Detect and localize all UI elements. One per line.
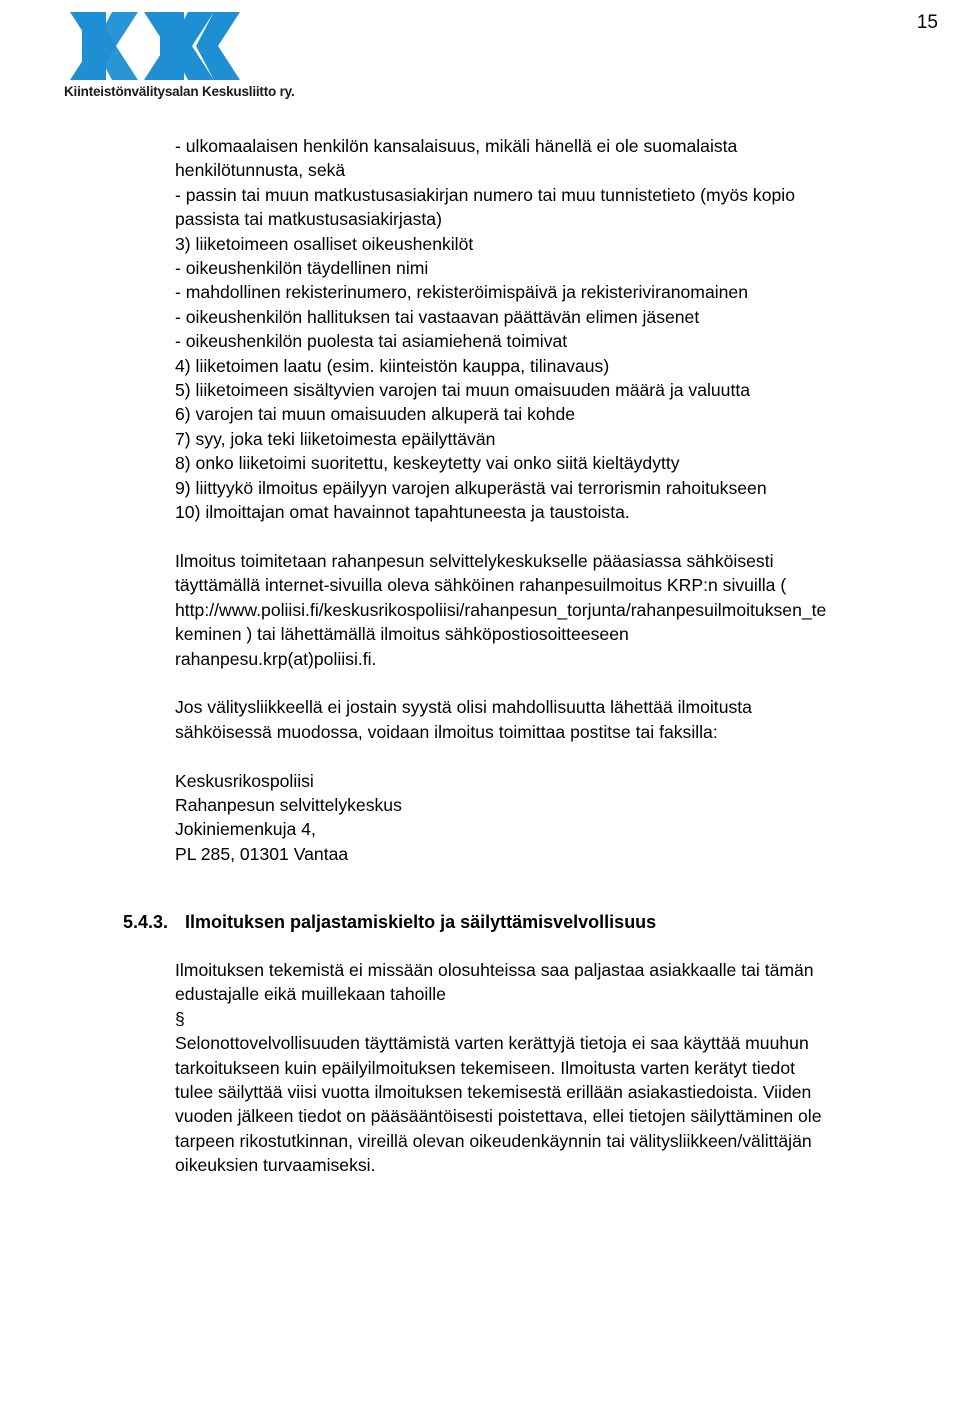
address-line: PL 285, 01301 Vantaa bbox=[175, 843, 349, 864]
prohibition-paragraph bbox=[175, 958, 960, 1007]
document-body bbox=[175, 134, 960, 866]
list-line: - oikeushenkilön puolesta tai asiamiehenä toimivat bbox=[175, 331, 568, 352]
list-line: 3) liiketoimeen osalliset oikeushenkilöt bbox=[175, 233, 474, 254]
list-line: 9) liittyykö ilmoitus epäilyyn varojen alkuperästä vai terrorismin rahoitukseen bbox=[175, 477, 767, 498]
section-heading bbox=[123, 912, 656, 933]
list-line: - oikeushenkilön hallituksen tai vastaavan päättävän elimen jäsenet bbox=[175, 306, 700, 327]
section-number: 5.4.3. bbox=[123, 912, 169, 932]
list-line: - passin tai muun matkustusasiakirjan numero tai muu tunnistetieto (myös kopio bbox=[175, 184, 795, 205]
organization-logo bbox=[64, 10, 295, 99]
paragraph-line: tulee säilyttää viisi vuotta ilmoituksen tekemisestä erillään asiakastiedoista. Viiden bbox=[175, 1082, 812, 1103]
postal-address bbox=[175, 769, 960, 867]
list-line: 8) onko liiketoimi suoritettu, keskeytetty vai onko siitä kieltäydytty bbox=[175, 453, 680, 474]
paragraph-line: Ilmoituksen tekemistä ei missään olosuhteissa saa paljastaa asiakkaalle tai tämän bbox=[175, 960, 814, 980]
paragraph-line: tarpeen rikostutkinnan, vireillä olevan oikeudenkäynnin tai välitysliikkeen/välittäjän bbox=[175, 1130, 812, 1151]
paragraph-line: Jos välitysliikkeellä ei jostain syystä olisi mahdollisuutta lähettää ilmoitusta bbox=[175, 697, 752, 718]
list-line: - ulkomaalaisen henkilön kansalaisuus, mikäli hänellä ei ole suomalaista bbox=[175, 136, 738, 156]
retention-paragraph bbox=[175, 1031, 960, 1177]
page-number: 15 bbox=[916, 12, 938, 33]
paragraph-line: Ilmoitus toimitetaan rahanpesun selvittelykeskukselle pääasiassa sähköisesti bbox=[175, 550, 774, 571]
list-line: henkilötunnusta, sekä bbox=[175, 160, 346, 181]
fallback-paragraph bbox=[175, 695, 960, 744]
paragraph-line: täyttämällä internet-sivuilla oleva sähköinen rahanpesuilmoitus KRP:n sivuilla ( bbox=[175, 575, 787, 596]
paragraph-line: Selonottovelvollisuuden täyttämistä varten kerättyjä tietoja ei saa käyttää muuhun bbox=[175, 1033, 809, 1054]
paragraph-line: keminen ) tai lähettämällä ilmoitus sähköpostiosoitteeseen bbox=[175, 624, 629, 645]
list-line: - oikeushenkilön täydellinen nimi bbox=[175, 258, 429, 279]
paragraph-line: sähköisessä muodossa, voidaan ilmoitus toimittaa postitse tai faksilla: bbox=[175, 721, 718, 742]
list-line: passista tai matkustusasiakirjasta) bbox=[175, 209, 442, 230]
address-line: Rahanpesun selvittelykeskus bbox=[175, 794, 402, 815]
report-email: rahanpesu.krp(at)poliisi.fi. bbox=[175, 648, 377, 669]
paragraph-line: edustajalle eikä muillekaan tahoille bbox=[175, 984, 446, 1005]
address-line: Jokiniemenkuja 4, bbox=[175, 819, 316, 840]
submission-paragraph bbox=[175, 549, 960, 671]
list-line: - mahdollinen rekisterinumero, rekisteröimispäivä ja rekisteriviranomainen bbox=[175, 282, 748, 303]
kk-logo-icon bbox=[64, 10, 264, 82]
paragraph-line: oikeuksien turvaamiseksi. bbox=[175, 1155, 376, 1176]
list-line: 5) liiketoimeen sisältyvien varojen tai muun omaisuuden määrä ja valuutta bbox=[175, 380, 751, 401]
list-line: 10) ilmoittajan omat havainnot tapahtuneesta ja taustoista. bbox=[175, 502, 630, 523]
paragraph-line: vuoden jälkeen tiedot on pääsääntöisesti poistettava, ellei tietojen säilyttäminen ole bbox=[175, 1106, 822, 1127]
section-body bbox=[175, 958, 960, 1178]
section-symbol: § bbox=[175, 1008, 185, 1029]
info-list bbox=[175, 134, 960, 525]
list-line: 6) varojen tai muun omaisuuden alkuperä tai kohde bbox=[175, 404, 576, 425]
paragraph-line: tarkoitukseen kuin epäilyilmoituksen tekemiseen. Ilmoitusta varten kerätyt tiedot bbox=[175, 1057, 795, 1078]
report-url: http://www.poliisi.fi/keskusrikospoliisi/rahanpesun_torjunta/rahanpesuilmoituksen_te bbox=[175, 599, 827, 620]
list-line: 7) syy, joka teki liiketoimesta epäilyttävän bbox=[175, 428, 496, 449]
list-line: 4) liiketoimen laatu (esim. kiinteistön kauppa, tilinavaus) bbox=[175, 355, 610, 376]
logo-text: Kiinteistönvälitysalan Keskusliitto ry. bbox=[64, 84, 295, 99]
section-title: Ilmoituksen paljastamiskielto ja säilyttämisvelvollisuus bbox=[185, 912, 657, 932]
address-line: Keskusrikospoliisi bbox=[175, 770, 314, 791]
